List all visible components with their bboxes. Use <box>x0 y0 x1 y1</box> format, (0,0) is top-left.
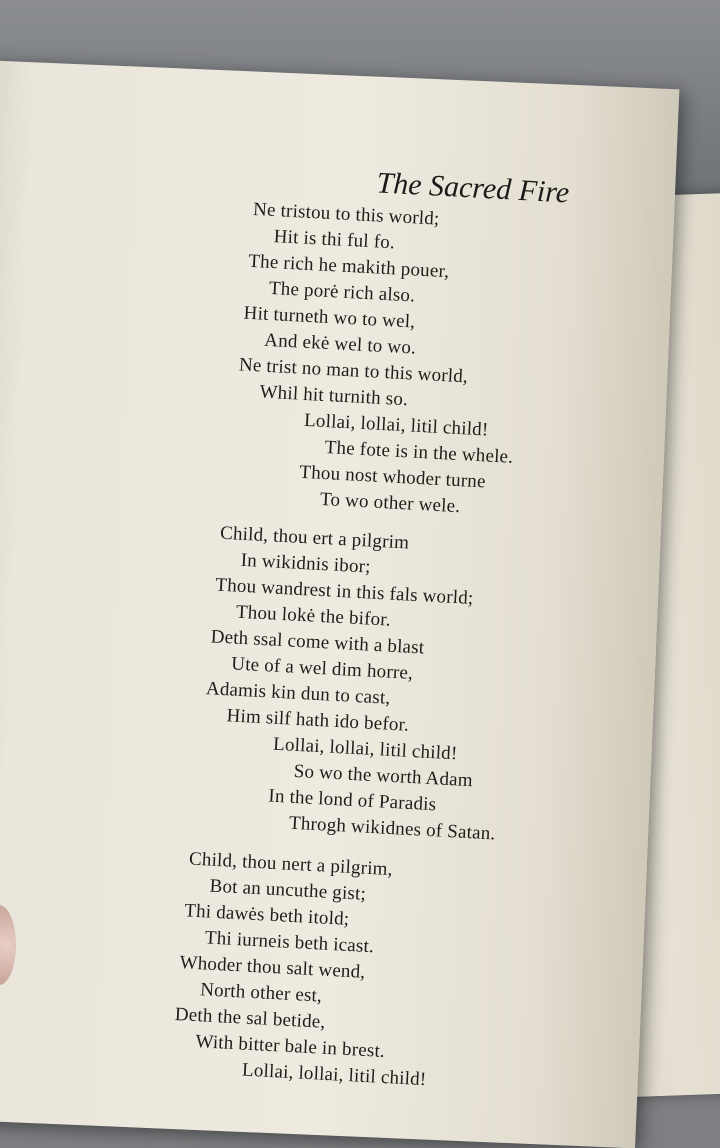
verse-line: With bitter bale in brest. <box>194 1031 386 1062</box>
verse-line: And ekė wel to wo. <box>263 329 417 359</box>
verse-line: Ute of a wel dim horre, <box>230 653 414 684</box>
verse-line: So wo the worth Adam <box>293 760 474 792</box>
verse-line: Lollai, lollai, litil child! <box>272 733 458 765</box>
running-head-title: The Sacred Fire <box>375 166 571 210</box>
verse-line: Him silf hath ido befor. <box>226 705 410 736</box>
verse-line: Lollai, lollai, litil child! <box>241 1059 427 1091</box>
verse-line: Thou nost whoder turne <box>298 461 487 493</box>
verse-line: North other est, <box>199 979 323 1007</box>
verse-line: Lollai, lollai, litil child! <box>303 409 489 441</box>
verse-line: Adamis kin dun to cast, <box>205 678 391 709</box>
verse-line: Thi dawės beth itold; <box>183 900 350 930</box>
verse-line: The porė rich also. <box>268 277 416 307</box>
verse-line: Thi iurneis beth icast. <box>204 927 375 958</box>
verse-line: Whil hit turnith so. <box>259 381 409 411</box>
verse-line: Bot an uncuthe gist; <box>209 875 367 905</box>
verse-line: In wikidnis ibor; <box>240 549 372 578</box>
verse-line: In the lond of Paradis <box>267 785 437 816</box>
verse-line: Ne tristou to this world; <box>252 198 441 230</box>
verse-line: Child, thou ert a pilgrim <box>219 522 410 554</box>
verse-line: The fote is in the whele. <box>324 437 514 468</box>
verse-line: Hit is thi ful fo. <box>273 226 396 254</box>
verse-line: Hit turneth wo to wel, <box>243 302 416 333</box>
verse-line: Throgh wikidnes of Satan. <box>288 812 496 845</box>
verse-line: To wo other wele. <box>319 488 461 518</box>
verse-line: Deth the sal betide, <box>174 1003 326 1033</box>
verse-line: The rich he makith pouer, <box>247 250 450 283</box>
verse-line: Child, thou nert a pilgrim, <box>188 848 394 881</box>
verse-line: Ne trist no man to this world, <box>238 354 469 388</box>
verse-line: Deth ssal come with a blast <box>210 626 425 659</box>
verse-line: Thou wandrest in this fals world; <box>214 574 474 610</box>
verse-line: Thou lokė the bifor. <box>235 601 392 631</box>
verse-line: Whoder thou salt wend, <box>179 952 366 983</box>
